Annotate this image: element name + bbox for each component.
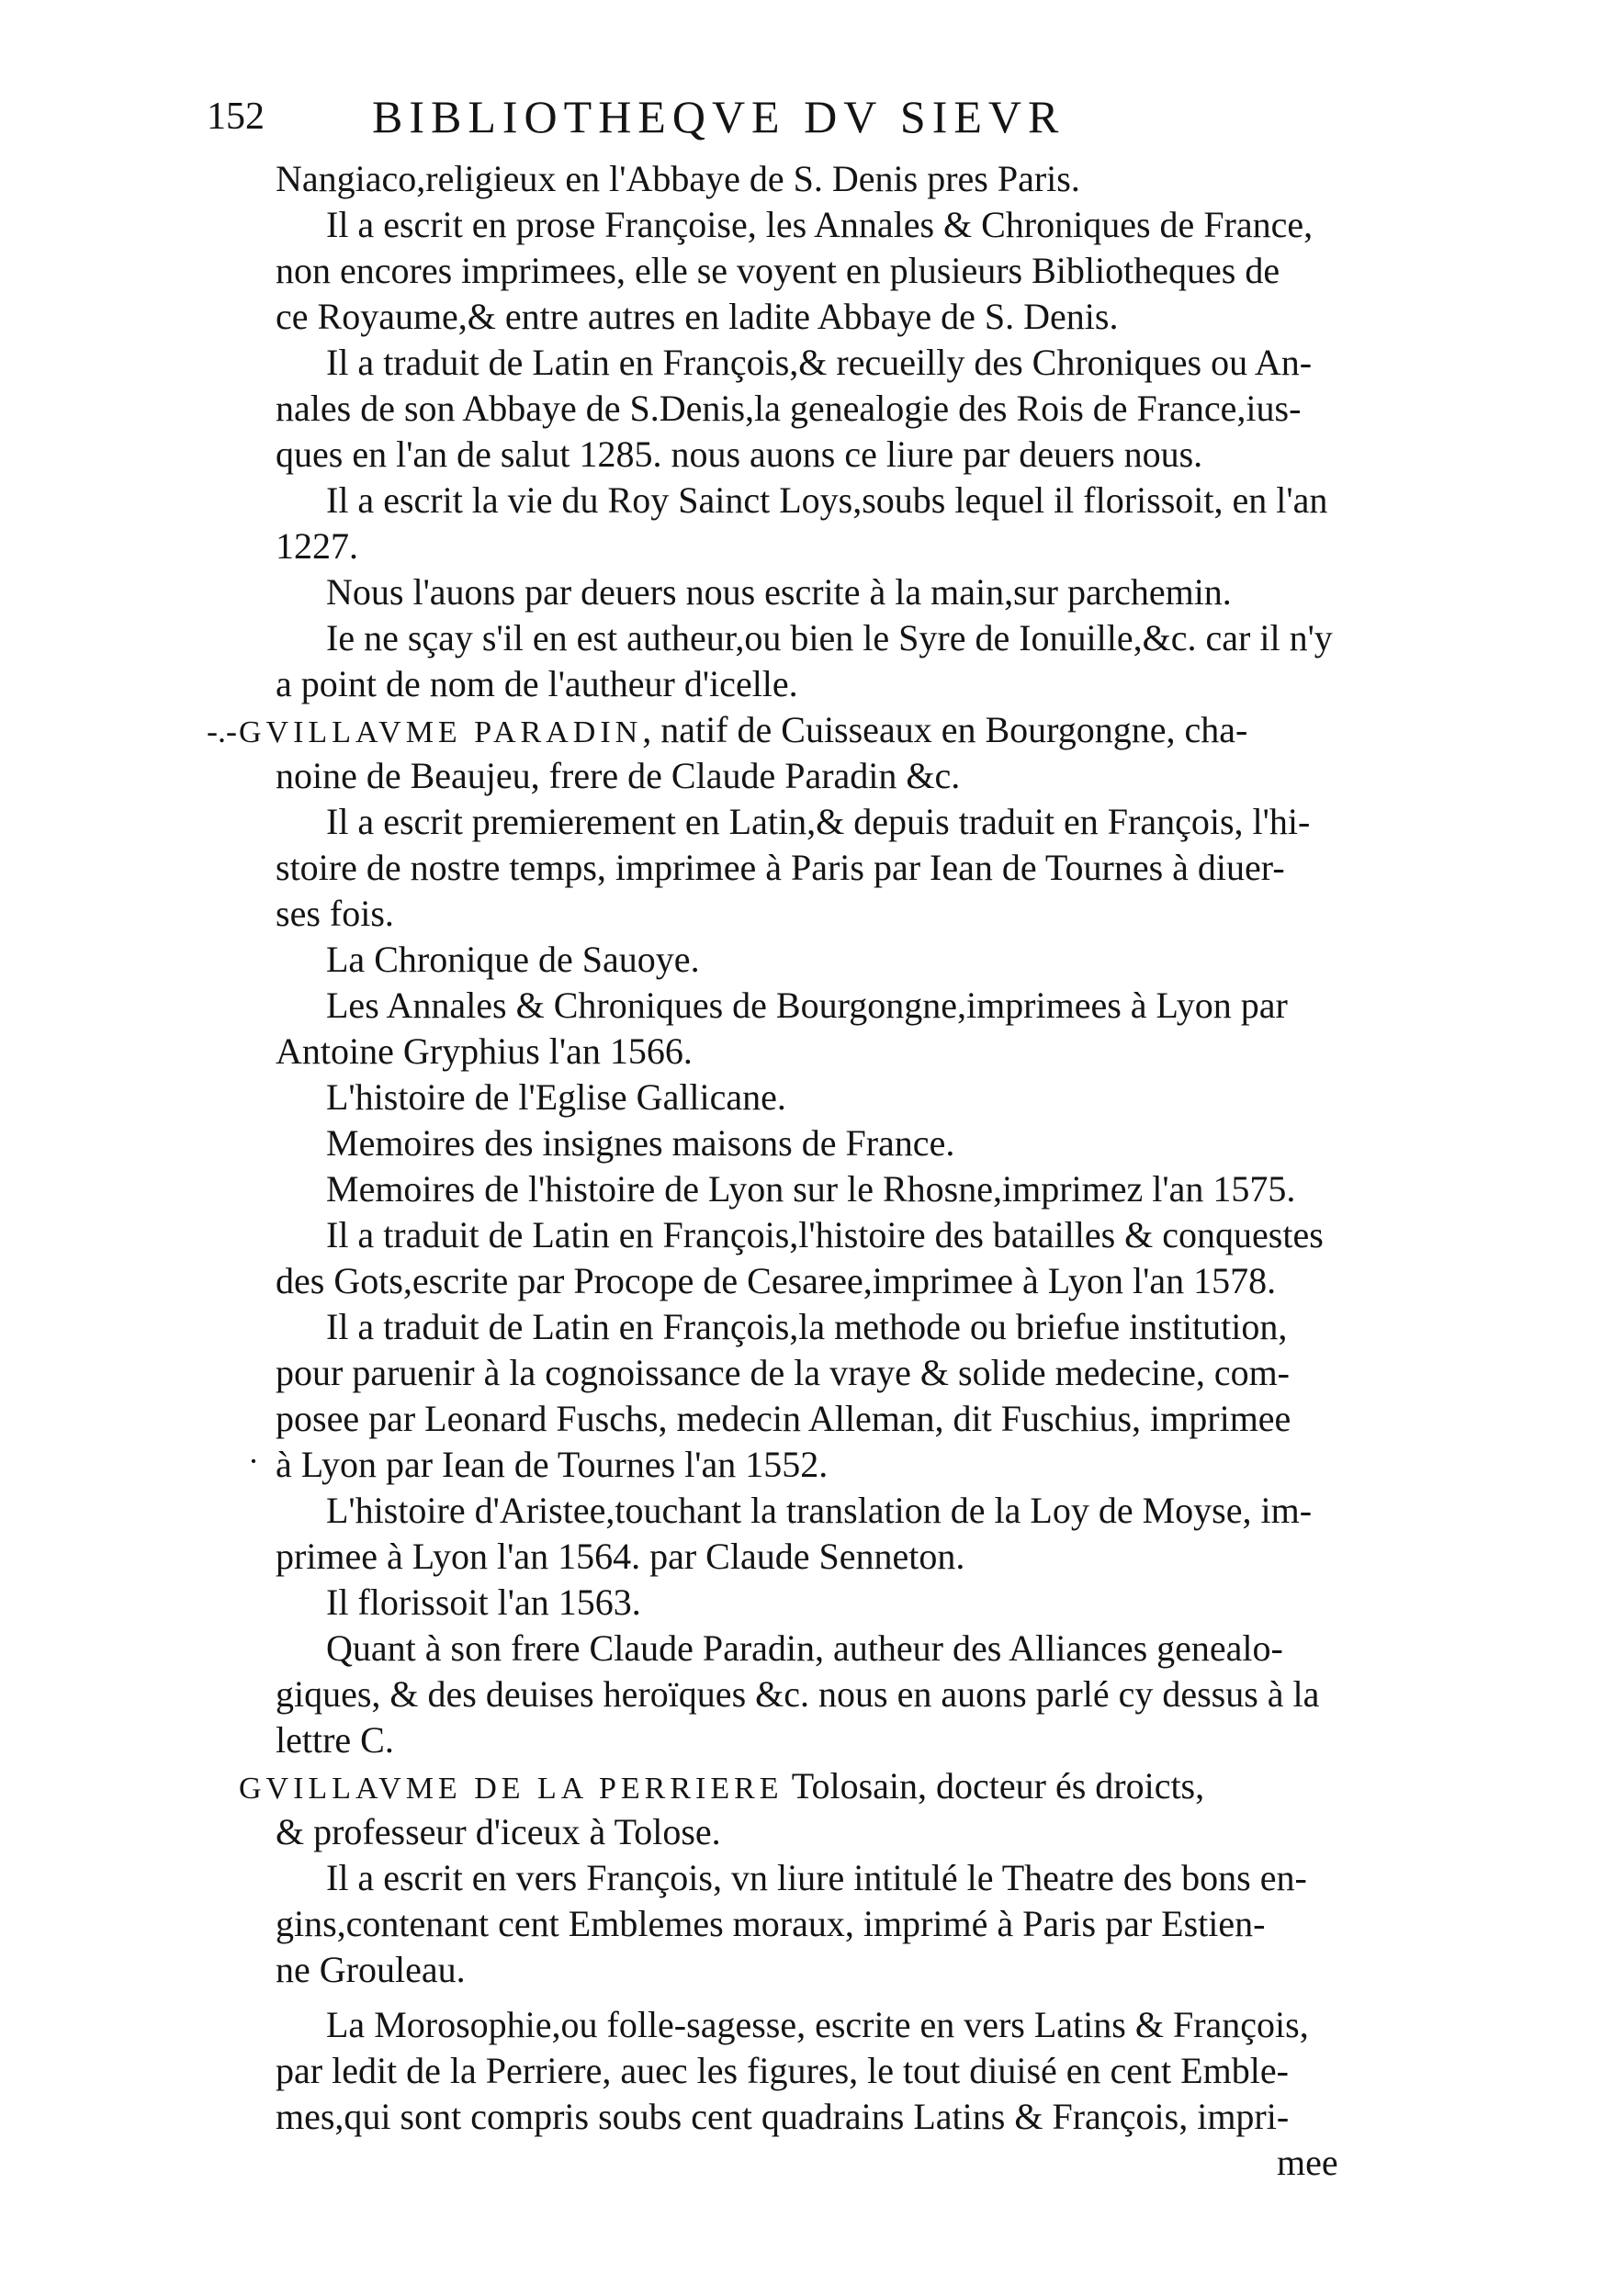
text-line: La Chronique de Sauoye. — [326, 939, 700, 980]
text-line: giques, & des deuises heroïques &c. nous en auons parlé cy dessus à la — [276, 1673, 1320, 1715]
text-line: Il a traduit de Latin en François,la methode ou briefue institution, — [326, 1306, 1288, 1347]
text-line: posee par Leonard Fuschs, medecin Alleman, dit Fuschius, imprimee — [276, 1398, 1291, 1439]
text-line: primee à Lyon l'an 1564. par Claude Senneton. — [276, 1536, 965, 1577]
text-line: lettre C. — [276, 1719, 394, 1761]
text-line: mes,qui sont compris soubs cent quadrains Latins & François, impri- — [276, 2096, 1290, 2137]
page-header — [207, 84, 1235, 149]
text-line: pour paruenir à la cognoissance de la vraye & solide medecine, com- — [276, 1352, 1291, 1393]
text-line: L'histoire d'Aristee,touchant la translation de la Loy de Moyse, im- — [326, 1490, 1313, 1531]
catchword: mee — [1277, 2142, 1338, 2183]
text-line: des Gots,escrite par Procope de Cesaree,imprimee à Lyon l'an 1578. — [276, 1260, 1277, 1301]
text-line: non encores imprimees, elle se voyent en plusieurs Bibliotheques de — [276, 250, 1280, 291]
text-line: a point de nom de l'autheur d'icelle. — [276, 663, 798, 704]
text-line: gins,contenant cent Emblemes moraux, imprimé à Paris par Estien- — [276, 1903, 1266, 1944]
text-line: Il a escrit en vers François, vn liure intitulé le Theatre des bons en- — [326, 1857, 1307, 1898]
text-line: par ledit de la Perriere, auec les figures, le tout diuisé en cent Emble- — [276, 2050, 1289, 2091]
entry-heading-paradin — [239, 707, 1247, 753]
text-line: , natif de Cuisseaux en Bourgongne, cha- — [642, 709, 1248, 750]
page-number: 152 — [207, 96, 265, 138]
text-line: ce Royaume,& entre autres en ladite Abbaye de S. Denis. — [276, 296, 1119, 337]
text-line: 1227. — [276, 525, 358, 567]
author-name: GVILLAVME DE LA PERRIERE — [239, 1772, 784, 1806]
text-line: nales de son Abbaye de S.Denis,la genealogie des Rois de France,ius- — [276, 388, 1302, 429]
author-name: GVILLAVME PARADIN — [239, 715, 643, 749]
text-line: Il a traduit de Latin en François,l'histoire des batailles & conquestes — [326, 1214, 1324, 1255]
entry-heading-perriere — [239, 1763, 1204, 1809]
text-line: L'histoire de l'Eglise Gallicane. — [326, 1076, 786, 1118]
text-line: Il a escrit premierement en Latin,& depuis traduit en François, l'hi- — [326, 801, 1311, 842]
text-line: ques en l'an de salut 1285. nous auons ce liure par deuers nous. — [276, 433, 1203, 475]
running-title: BIBLIOTHEQVE DV SIEVR — [372, 91, 1066, 142]
text-line: La Morosophie,ou folle-sagesse, escrite en vers Latins & François, — [326, 2004, 1309, 2045]
text-line: Memoires des insignes maisons de France. — [326, 1122, 955, 1164]
text-line: Nangiaco,religieux en l'Abbaye de S. Denis pres Paris. — [276, 158, 1080, 199]
text-line: ne Grouleau. — [276, 1949, 466, 1990]
text-line: Memoires de l'histoire de Lyon sur le Rhosne,imprimez l'an 1575. — [326, 1168, 1296, 1210]
text-line: Il florissoit l'an 1563. — [326, 1581, 641, 1623]
text-line: ses fois. — [276, 893, 394, 934]
text-line: Il a escrit en prose Françoise, les Annales & Chroniques de France, — [326, 204, 1314, 245]
text-line: Ie ne sçay s'il en est autheur,ou bien le Syre de Ionuille,&c. car il n'y — [326, 617, 1333, 658]
text-line: stoire de nostre temps, imprimee à Paris par Iean de Tournes à diuer- — [276, 847, 1285, 888]
text-line: Antoine Gryphius l'an 1566. — [276, 1030, 693, 1072]
text-line: Quant à son frere Claude Paradin, autheur des Alliances genealo- — [326, 1627, 1283, 1669]
text-line: Il a escrit la vie du Roy Sainct Loys,soubs lequel il florissoit, en l'an — [326, 479, 1328, 521]
text-line: Il a traduit de Latin en François,& recueilly des Chroniques ou An- — [326, 342, 1313, 383]
text-line: Les Annales & Chroniques de Bourgongne,imprimees à Lyon par — [326, 985, 1288, 1026]
text-line: noine de Beaujeu, frere de Claude Paradin &c. — [276, 755, 961, 796]
text-line: à Lyon par Iean de Tournes l'an 1552. — [276, 1444, 829, 1485]
text-line: & professeur d'iceux à Tolose. — [276, 1811, 721, 1852]
margin-mark: · — [248, 1443, 259, 1480]
text-line: Tolosain, docteur és droicts, — [783, 1765, 1205, 1806]
margin-mark: -.- — [207, 713, 237, 749]
text-line: Nous l'auons par deuers nous escrite à la main,sur parchemin. — [326, 571, 1232, 613]
